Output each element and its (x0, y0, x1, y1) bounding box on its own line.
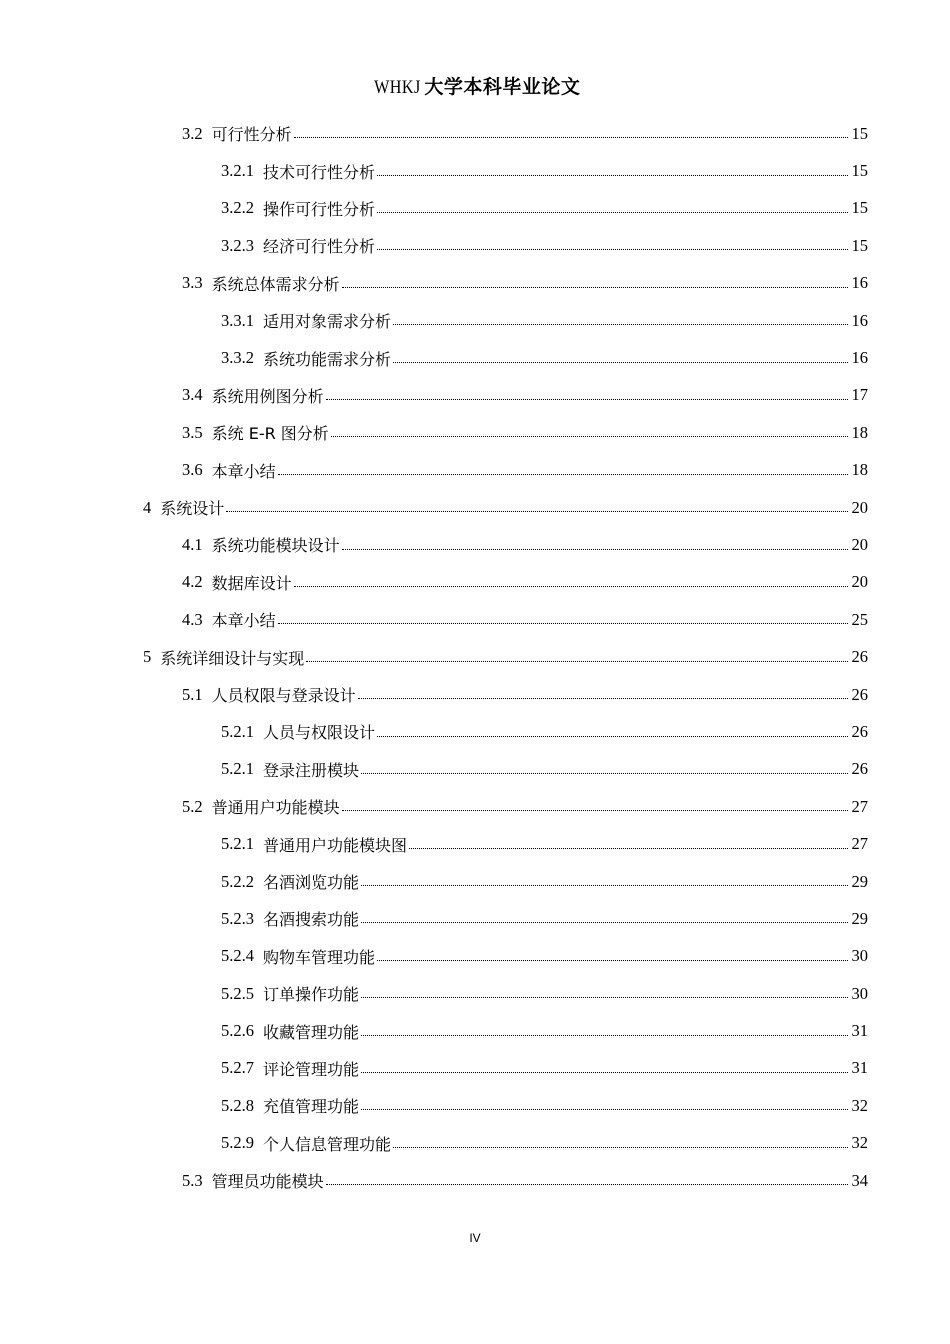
toc-entry-number: 5.2.9 (221, 1133, 254, 1153)
toc-entry-number: 5.3 (182, 1170, 203, 1190)
toc-dot-leader (361, 755, 848, 774)
toc-entry-title: 数据库设计 (211, 573, 292, 593)
toc-entry-page: 26 (851, 759, 868, 779)
toc-entry-title: 普通用户功能模块 (211, 798, 340, 818)
toc-entry-number: 5.2.7 (221, 1058, 254, 1078)
toc-dot-leader (377, 942, 848, 961)
toc-entry-number: 5.2.8 (221, 1095, 254, 1115)
running-header (0, 72, 950, 99)
toc-dot-leader (377, 717, 848, 736)
toc-entry-number: 5.2.2 (221, 871, 254, 891)
toc-dot-leader (278, 456, 848, 475)
toc-entry-number: 3.4 (182, 385, 203, 405)
toc-entry-title: 系统用例图分析 (211, 386, 324, 406)
toc-entry-number: 5.2.3 (221, 908, 254, 928)
toc-dot-leader (361, 904, 848, 923)
toc-entry-number: 5.2.1 (221, 759, 254, 779)
toc-entry[interactable] (0, 152, 950, 189)
toc-entry-number: 3.2.2 (221, 198, 254, 218)
toc-entry-page: 32 (851, 1095, 868, 1115)
toc-entry-number: 3.6 (182, 460, 203, 480)
header-school-code: WHKJ (373, 77, 421, 98)
toc-dot-leader (326, 1166, 848, 1185)
toc-entry-number: 5.2.4 (221, 946, 254, 966)
toc-dot-leader (294, 568, 848, 587)
toc-entry-title: 系统设计 (160, 499, 225, 519)
toc-entry-page: 27 (851, 834, 868, 854)
toc-entry-page: 18 (851, 422, 868, 442)
toc-entry-title: 购物车管理功能 (263, 947, 376, 967)
toc-entry-title: 人员权限与登录设计 (211, 686, 356, 706)
toc-dot-leader (226, 493, 848, 512)
toc-entry-page: 17 (851, 385, 868, 405)
toc-entry-title: 个人信息管理功能 (263, 1134, 392, 1154)
toc-entry-title: 收藏管理功能 (263, 1022, 360, 1042)
toc-entry[interactable] (0, 265, 950, 302)
toc-entry-title: 本章小结 (211, 611, 276, 631)
toc-entry-page: 16 (851, 273, 868, 293)
toc-dot-leader (393, 343, 848, 362)
toc-dot-leader (377, 231, 848, 250)
toc-entry-number: 4.1 (182, 534, 203, 554)
toc-entry-page: 16 (851, 348, 868, 368)
toc-entry-title: 系统功能模块设计 (211, 536, 340, 556)
toc-dot-leader (306, 643, 848, 662)
toc-entry-page: 15 (851, 198, 868, 218)
toc-entry[interactable] (0, 676, 950, 713)
toc-dot-leader (358, 680, 848, 699)
toc-entry[interactable] (0, 938, 950, 975)
toc-entry-title: 普通用户功能模块图 (263, 835, 408, 855)
toc-entry-number: 3.2.3 (221, 235, 254, 255)
toc-entry[interactable] (0, 1050, 950, 1087)
toc-entry-page: 27 (851, 796, 868, 816)
toc-entry-page: 30 (851, 946, 868, 966)
toc-dot-leader (361, 1054, 848, 1073)
table-of-contents (0, 115, 950, 1199)
toc-entry[interactable] (0, 414, 950, 451)
toc-entry-page: 31 (851, 1021, 868, 1041)
toc-entry-number: 5.2 (182, 796, 203, 816)
toc-dot-leader (361, 979, 848, 998)
toc-entry-page: 16 (851, 310, 868, 330)
toc-entry-title: 操作可行性分析 (263, 199, 376, 219)
toc-entry[interactable] (0, 863, 950, 900)
toc-entry-page: 26 (851, 721, 868, 741)
toc-entry-page: 31 (851, 1058, 868, 1078)
toc-entry-number: 4.3 (182, 609, 203, 629)
toc-entry-number: 5.2.6 (221, 1021, 254, 1041)
toc-entry-title: 登录注册模块 (263, 760, 360, 780)
toc-dot-leader (393, 1129, 848, 1148)
page-number: IV (469, 1231, 481, 1245)
toc-dot-leader (377, 157, 848, 176)
toc-entry[interactable] (0, 339, 950, 376)
toc-dot-leader (342, 530, 848, 549)
toc-entry[interactable] (0, 900, 950, 937)
toc-entry-page: 18 (851, 460, 868, 480)
toc-entry-page: 29 (851, 871, 868, 891)
toc-entry[interactable] (0, 452, 950, 489)
toc-dot-leader (342, 269, 848, 288)
toc-entry-title: 系统 E-R 图分析 (211, 424, 329, 444)
toc-dot-leader (377, 194, 848, 213)
toc-dot-leader (342, 792, 848, 811)
toc-entry[interactable] (0, 302, 950, 339)
toc-entry-title: 可行性分析 (211, 125, 292, 145)
header-title: 大学本科毕业论文 (424, 76, 581, 98)
toc-entry-number: 5.2.1 (221, 834, 254, 854)
toc-entry[interactable] (0, 190, 950, 227)
toc-entry-page: 20 (851, 497, 868, 517)
toc-entry-title: 评论管理功能 (263, 1059, 360, 1079)
toc-entry-title: 本章小结 (211, 461, 276, 481)
toc-entry[interactable] (0, 751, 950, 788)
toc-dot-leader (331, 418, 848, 437)
toc-entry[interactable] (0, 713, 950, 750)
toc-entry-number: 3.3.2 (221, 348, 254, 368)
toc-dot-leader (361, 1091, 848, 1110)
toc-entry-title: 适用对象需求分析 (263, 312, 392, 332)
toc-entry[interactable] (0, 115, 950, 152)
toc-entry-page: 15 (851, 161, 868, 181)
toc-entry-page: 26 (851, 684, 868, 704)
toc-dot-leader (326, 381, 848, 400)
toc-entry[interactable] (0, 489, 950, 526)
toc-entry-page: 32 (851, 1133, 868, 1153)
toc-entry-title: 管理员功能模块 (211, 1172, 324, 1192)
toc-entry-number: 5.2.5 (221, 983, 254, 1003)
toc-entry-title: 名酒浏览功能 (263, 873, 360, 892)
toc-entry[interactable] (0, 825, 950, 862)
toc-entry-number: 3.3 (182, 273, 203, 293)
toc-entry[interactable] (0, 526, 950, 563)
toc-entry-number: 3.5 (182, 422, 203, 442)
toc-entry-number: 4 (143, 497, 152, 517)
toc-entry-title: 订单操作功能 (263, 985, 360, 1005)
toc-entry-title: 系统详细设计与实现 (160, 648, 305, 668)
toc-entry-page: 15 (851, 123, 868, 143)
toc-dot-leader (393, 306, 848, 325)
toc-entry-number: 4.2 (182, 572, 203, 592)
toc-entry[interactable] (0, 638, 950, 675)
toc-entry[interactable] (0, 1012, 950, 1049)
toc-entry-page: 20 (851, 572, 868, 592)
toc-entry[interactable] (0, 377, 950, 414)
toc-dot-leader (278, 605, 848, 624)
toc-dot-leader (361, 1017, 848, 1036)
toc-dot-leader (409, 830, 848, 849)
toc-entry-number: 3.2.1 (221, 161, 254, 181)
toc-entry[interactable] (0, 1125, 950, 1162)
toc-entry[interactable] (0, 788, 950, 825)
toc-entry-number: 5.1 (182, 684, 203, 704)
toc-entry-number: 5 (143, 647, 152, 667)
toc-entry[interactable] (0, 227, 950, 264)
toc-entry[interactable] (0, 1087, 950, 1124)
toc-dot-leader (294, 119, 848, 138)
toc-entry-number: 5.2.1 (221, 721, 254, 741)
toc-entry[interactable] (0, 564, 950, 601)
toc-entry-number: 3.3.1 (221, 310, 254, 330)
toc-entry-page: 20 (851, 534, 868, 554)
toc-entry-page: 25 (851, 609, 868, 629)
toc-entry-title: 人员与权限设计 (263, 723, 376, 743)
toc-entry-page: 29 (851, 908, 868, 928)
toc-entry[interactable] (0, 601, 950, 638)
toc-dot-leader (361, 867, 848, 886)
toc-entry[interactable] (0, 975, 950, 1012)
toc-entry-title: 经济可行性分析 (263, 237, 376, 257)
toc-entry-number: 3.2 (182, 123, 203, 143)
toc-entry-title: 系统功能需求分析 (263, 349, 392, 369)
toc-entry[interactable] (0, 1162, 950, 1199)
toc-entry-title: 技术可行性分析 (263, 162, 376, 182)
toc-entry-title: 系统总体需求分析 (211, 274, 340, 294)
toc-entry-page: 30 (851, 983, 868, 1003)
toc-entry-title: 名酒搜索功能 (263, 910, 360, 930)
toc-entry-page: 34 (851, 1170, 868, 1190)
toc-entry-page: 15 (851, 235, 868, 255)
toc-entry-title: 充值管理功能 (263, 1097, 360, 1117)
toc-entry-page: 26 (851, 647, 868, 667)
